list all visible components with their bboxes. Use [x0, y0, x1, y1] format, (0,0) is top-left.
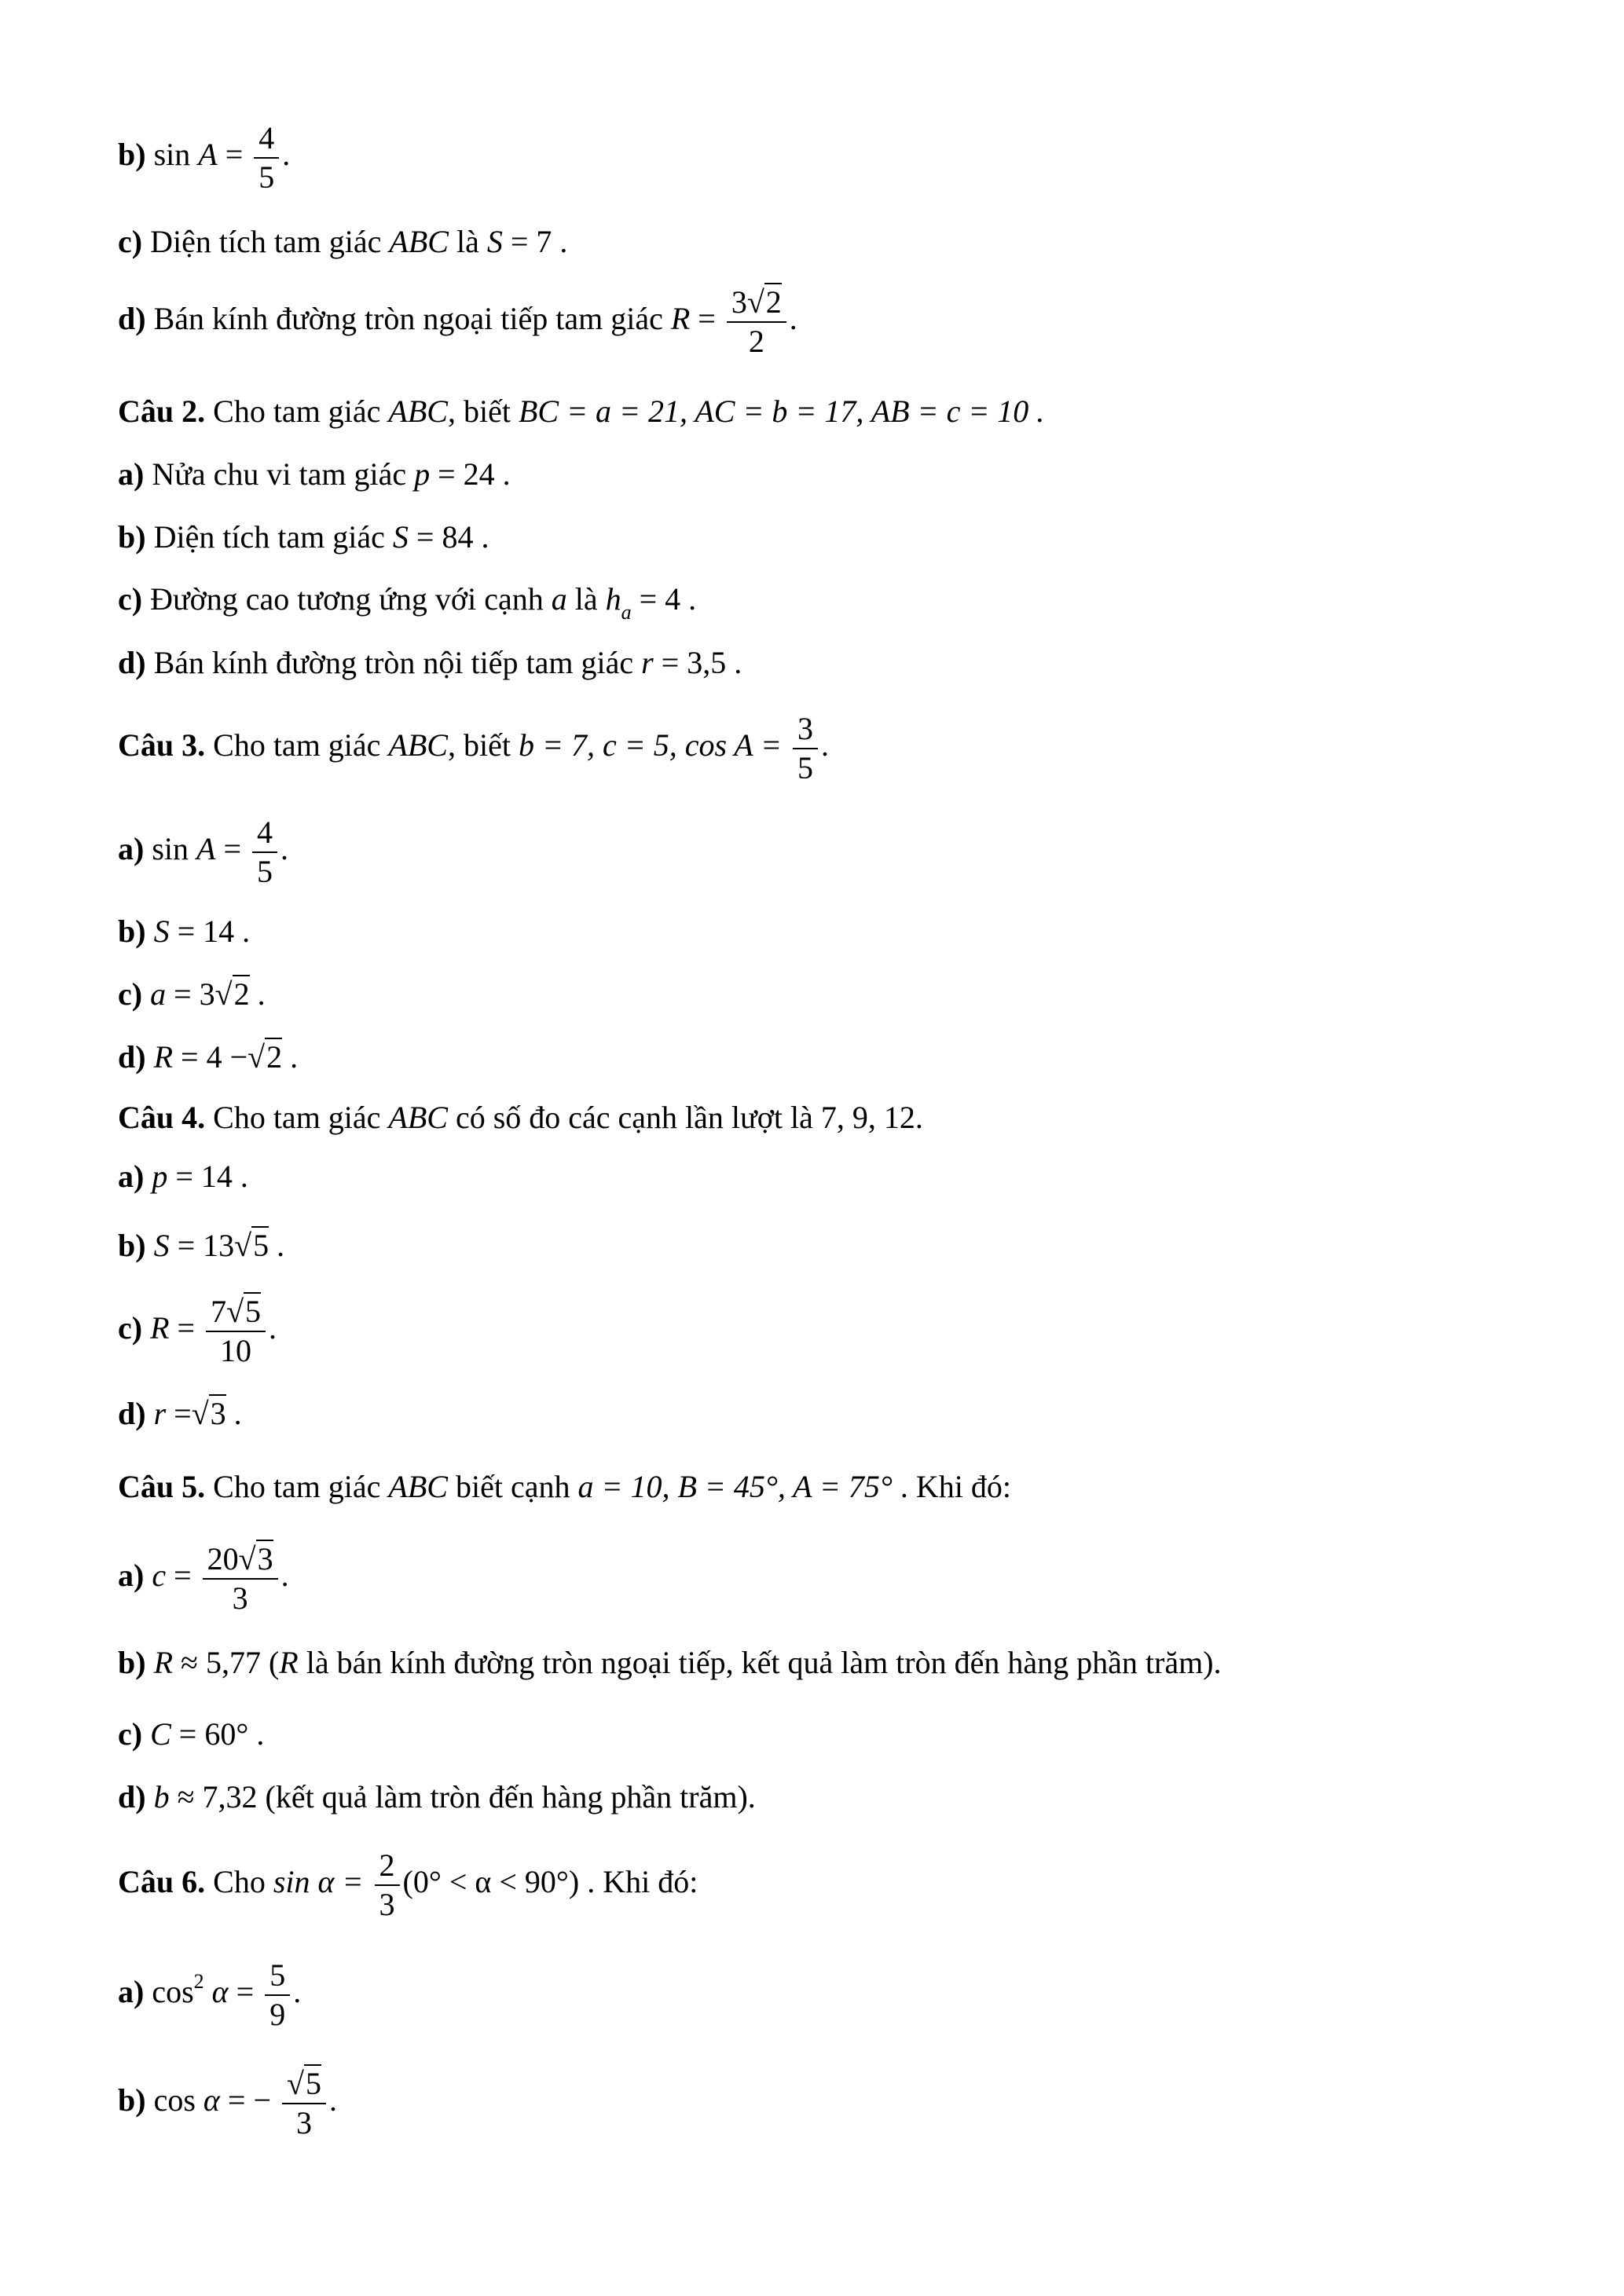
- line-19: Câu 5. Cho tam giác ABC biết cạnh a = 10, B = 45°, A = 75° . Khi đó:: [118, 1469, 1011, 1504]
- math-var: A: [198, 137, 218, 173]
- line-14: Câu 4. Cho tam giác ABC có số đo các cạnh lần lượt là 7, 9, 12.: [118, 1100, 923, 1135]
- fraction: $\frac{3√2}{2}$: [727, 287, 786, 357]
- line-20: a) c = $\frac{20√3}{3}$ .: [118, 1541, 289, 1616]
- item-label: d): [118, 301, 146, 337]
- line-15: a) p = 14 .: [118, 1159, 248, 1194]
- line-3: d) Bán kính đường tròn ngoại tiếp tam giác R = $\frac{3√2}{2}$ .: [118, 284, 797, 359]
- question-label: Câu 5.: [118, 1469, 206, 1504]
- line-26: b) cos α = − $\frac{√5}{3}$ .: [118, 2066, 337, 2140]
- line-5: a) Nửa chu vi tam giác p = 24 .: [118, 456, 511, 492]
- fraction: $\frac{20√3}{3}$: [203, 1543, 278, 1614]
- line-18: d) r =√3 .: [118, 1396, 242, 1431]
- text: Bán kính đường tròn ngoại tiếp tam giác: [153, 301, 663, 337]
- line-12: c) a = 3√2 .: [118, 976, 266, 1012]
- line-11: b) S = 14 .: [118, 914, 251, 949]
- fraction: $\frac{4}{5}$: [254, 123, 279, 193]
- question-label: Câu 2.: [118, 394, 206, 429]
- line-17: c) R = $\frac{7√5}{10}$ .: [118, 1294, 277, 1368]
- line-24: Câu 6. Cho sin α = $\frac{2}{3}$ (0° < α < 90°) . Khi đó:: [118, 1847, 698, 1922]
- line-23: d) b ≈ 7,32 (kết quả làm tròn đến hàng phần trăm).: [118, 1779, 756, 1814]
- fraction: $\frac{3}{5}$: [793, 713, 818, 784]
- fraction: $\frac{2}{3}$: [375, 1850, 400, 1921]
- line-6: b) Diện tích tam giác S = 84 .: [118, 519, 489, 555]
- line-8: d) Bán kính đường tròn nội tiếp tam giác r = 3,5 .: [118, 645, 742, 680]
- math-eq: =: [225, 137, 244, 173]
- fraction: $\frac{5}{9}$: [265, 1960, 290, 2031]
- item-label: c): [118, 224, 143, 259]
- line-10: a) sin A = $\frac{4}{5}$ .: [118, 815, 289, 889]
- text: Diện tích tam giác: [150, 224, 382, 259]
- fraction: $\frac{4}{5}$: [252, 817, 277, 888]
- fraction: $\frac{√5}{3}$: [282, 2068, 326, 2139]
- math-func: sin: [153, 137, 191, 173]
- fraction: $\frac{7√5}{10}$: [206, 1296, 266, 1367]
- item-label: b): [118, 137, 146, 173]
- line-9: Câu 3. Cho tam giác ABC, biết b = 7, c = 5, cos A = $\frac{3}{5}$ .: [118, 711, 829, 785]
- line-21: b) R ≈ 5,77 (R là bán kính đường tròn ngoại tiếp, kết quả làm tròn đến hàng phần trăm).: [118, 1645, 1222, 1680]
- line-16: b) S = 13√5 .: [118, 1228, 285, 1263]
- line-22: c) C = 60° .: [118, 1716, 265, 1752]
- line-1: b) sin A = $\frac{4}{5}$ .: [118, 120, 291, 195]
- line-13: d) R = 4 −√2 .: [118, 1039, 299, 1075]
- question-label: Câu 6.: [118, 1864, 206, 1900]
- line-2: c) Diện tích tam giác ABC là S = 7 .: [118, 224, 568, 259]
- question-label: Câu 3.: [118, 727, 206, 764]
- line-25: a) $\cos^2 \alpha$ = $\frac{5}{9}$ .: [118, 1957, 302, 2032]
- line-4: Câu 2. Cho tam giác ABC, biết BC = a = 21, AC = b = 17, AB = c = 10 .: [118, 394, 1045, 429]
- question-label: Câu 4.: [118, 1100, 206, 1135]
- line-7: c) Đường cao tương ứng với cạnh a là $h_a = 4$ .: [118, 581, 697, 624]
